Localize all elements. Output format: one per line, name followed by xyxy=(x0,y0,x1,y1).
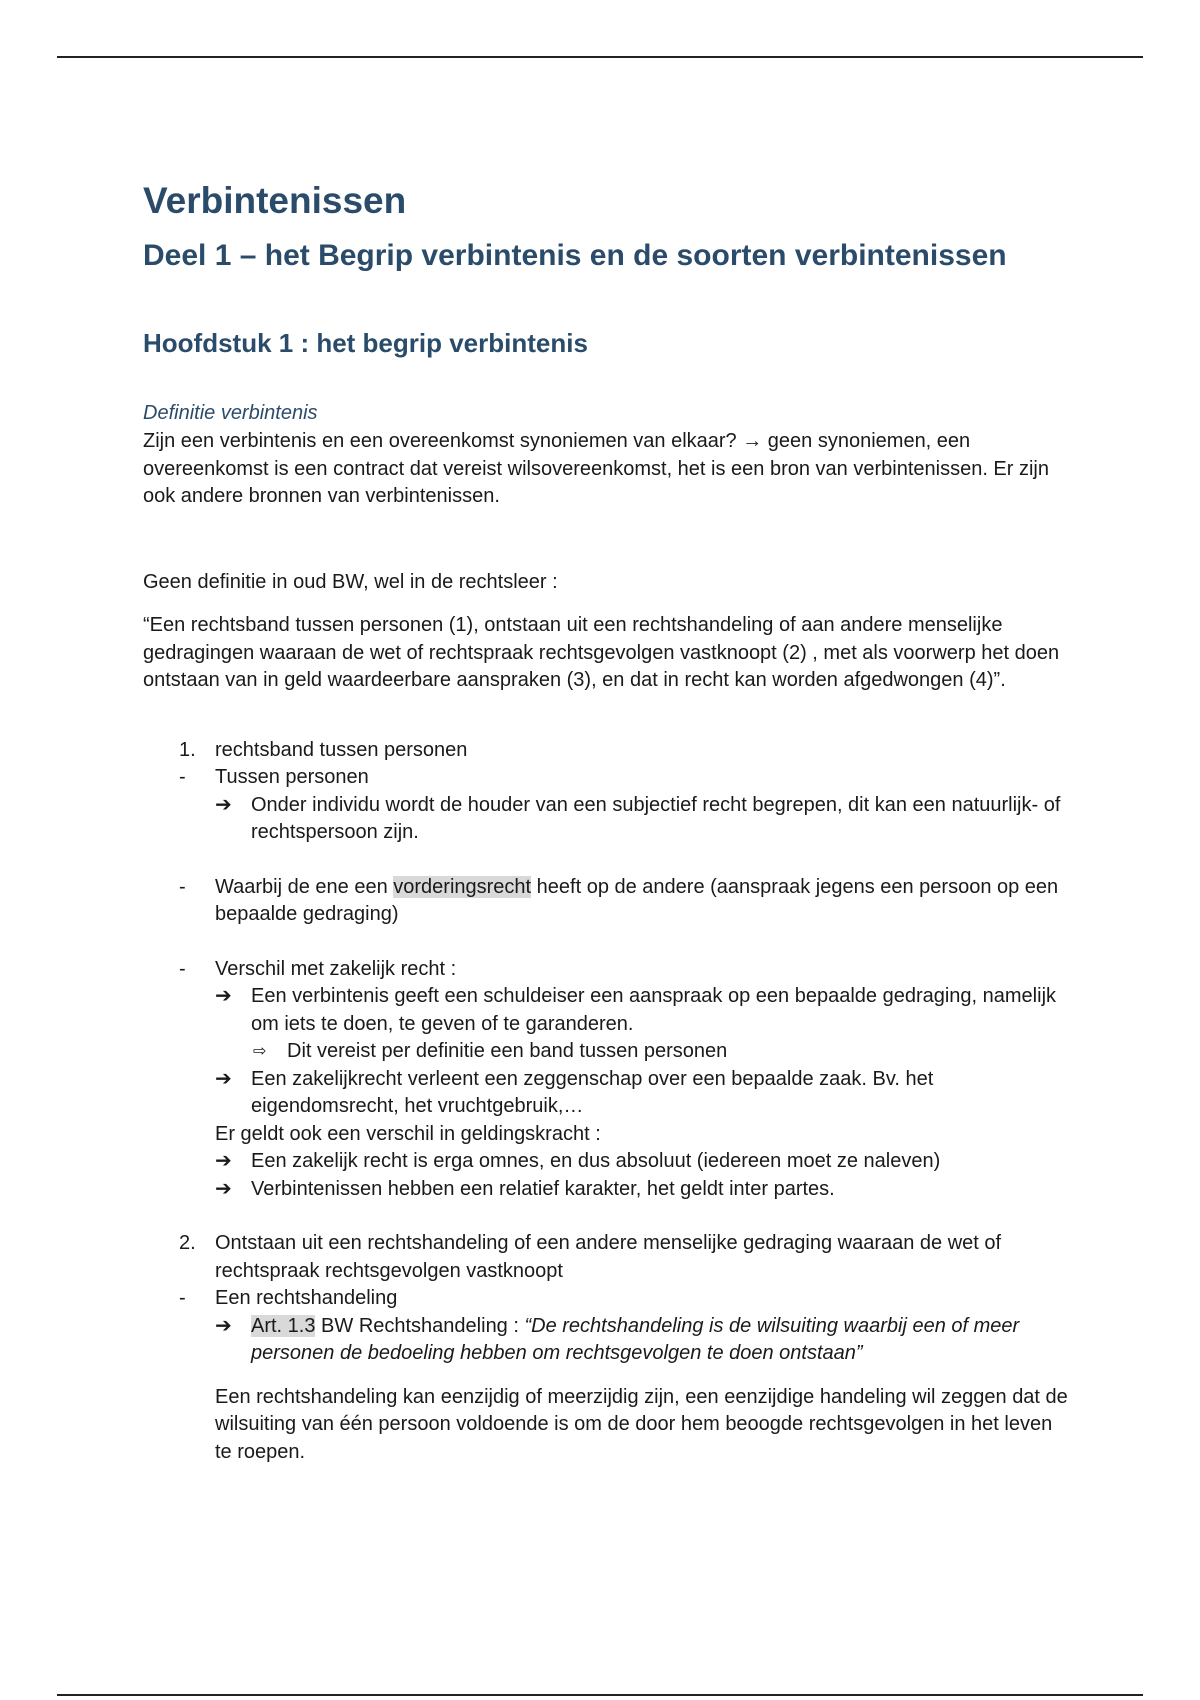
footer-rule xyxy=(57,1694,1143,1696)
dash-bullet: - xyxy=(179,1287,186,1309)
dash-bullet: - xyxy=(179,766,186,788)
dash-item xyxy=(143,764,1073,792)
arrow-text: Onder individu wordt de houder van een subjectief recht begrepen, dit kan een natuurlijk- of rechtspersoon zijn. xyxy=(251,793,1061,843)
arrow-icon: ➔ xyxy=(215,793,232,816)
rechtshandeling-paragraph: Een rechtshandeling kan eenzijdig of meerzijdig zijn, een eenzijdige handeling wil zeggen dat de wilsuiting van één persoon voldoende is om de door hem beoogde rechtsgevolgen in het leven te roepen. xyxy=(215,1385,1068,1463)
item-title: rechtsband tussen personen xyxy=(215,738,468,761)
arrow-item xyxy=(143,792,1073,847)
no-definition-note: Geen definitie in oud BW, wel in de rechtsleer : xyxy=(143,570,558,593)
arrow-item xyxy=(143,1066,1073,1121)
dash-bullet: - xyxy=(179,957,186,980)
document-title: Verbintenissen xyxy=(143,180,407,221)
item-title: Ontstaan uit een rechtshandeling of een andere menselijke gedraging waaraan de wet of rechtspraak rechtsgevolgen vastknoopt xyxy=(215,1232,1002,1282)
dash-item xyxy=(143,956,1073,984)
item-number: 2. xyxy=(179,1232,196,1254)
arrow-text: Een verbintenis geeft een schuldeiser een aanspraak op een bepaalde gedraging, namelijk om iets te doen, te geven of te garanderen. xyxy=(251,985,1057,1035)
definition-paragraph: Zijn een verbintenis en een overeenkomst synoniemen van elkaar? → geen synoniemen, een overeenkomst is een contract dat vereist wilsovereenkomst, het is een bron van verbintenissen. Er zijn ook andere bronnen van verbintenissen. xyxy=(143,430,1049,507)
dash-text: Verschil met zakelijk recht : xyxy=(215,957,457,980)
sub-arrow-text: Dit vereist per definitie een band tussen personen xyxy=(287,1040,728,1062)
arrow-icon: ➔ xyxy=(215,1067,232,1090)
dash-text: Tussen personen xyxy=(215,766,369,788)
chapter-title: Hoofdstuk 1 : het begrip verbintenis xyxy=(143,328,588,358)
article-quote: “De rechtshandeling is de wilsuiting waarbij een of meer personen de bedoeling hebben om rechtsgevolgen te doen ontstaan” xyxy=(251,1314,1020,1364)
document-page xyxy=(143,178,1073,1466)
arrow-text: Een zakelijk recht is erga omnes, en dus absoluut (iedereen moet ze naleven) xyxy=(251,1150,941,1172)
highlighted-term: vorderingsrecht xyxy=(393,875,532,898)
part-title: Deel 1 – het Begrip verbintenis en de soorten verbintenissen xyxy=(143,239,1007,272)
item-number: 1. xyxy=(179,738,196,761)
header-rule xyxy=(57,56,1143,58)
article-reference: Art. 1.3 xyxy=(251,1314,316,1337)
arrow-item xyxy=(143,1313,1073,1368)
arrow-text: Verbintenissen hebben een relatief karakter, het geldt inter partes. xyxy=(251,1177,835,1200)
sub-arrow-item xyxy=(143,1038,1073,1066)
arrow-icon: ➔ xyxy=(215,1314,232,1337)
numbered-item-2 xyxy=(143,1230,1073,1285)
arrow-item xyxy=(143,983,1073,1038)
arrow-item xyxy=(143,1176,1073,1204)
definition-quote: “Een rechtsband tussen personen (1), ontstaan uit een rechtshandeling of aan andere menselijke gedragingen waaraan de wet of rechtspraak rechtsgevolgen vastknoopt (2) , met als voorwerp het doen ontstaan van in geld waardeerbare aanspraken (3), en dat in recht kan worden afgedwongen (4)”. xyxy=(143,614,1060,691)
plain-line xyxy=(143,1121,1073,1149)
definition-heading: Definitie verbintenis xyxy=(143,402,318,424)
geldingskracht-text: Er geldt ook een verschil in geldingskracht : xyxy=(215,1122,601,1145)
arrow-icon: ➔ xyxy=(215,1177,232,1200)
dash-item xyxy=(143,874,1073,929)
arrow-text: Een zakelijkrecht verleent een zeggenschap over een bepaalde zaak. Bv. het eigendomsrecht, het vruchtgebruik,… xyxy=(251,1067,934,1117)
dash-text-before: Waarbij de ene een xyxy=(215,875,394,898)
dash-bullet: - xyxy=(179,875,186,898)
arrow-icon: ➔ xyxy=(215,1150,232,1172)
article-label: BW Rechtshandeling : xyxy=(315,1314,525,1337)
numbered-item-1 xyxy=(143,737,1073,765)
arrow-item xyxy=(143,1148,1073,1176)
section-2 xyxy=(143,1230,1073,1466)
dash-text: Een rechtshandeling xyxy=(215,1287,398,1309)
section-1 xyxy=(143,737,1073,1204)
arrow-icon: ➔ xyxy=(215,985,232,1007)
hollow-arrow-icon: ⇨ xyxy=(253,1043,267,1060)
dash-text-after: heeft op de andere (aanspraak jegens een persoon op een bepaalde gedraging) xyxy=(215,875,1059,925)
dash-item xyxy=(143,1285,1073,1313)
